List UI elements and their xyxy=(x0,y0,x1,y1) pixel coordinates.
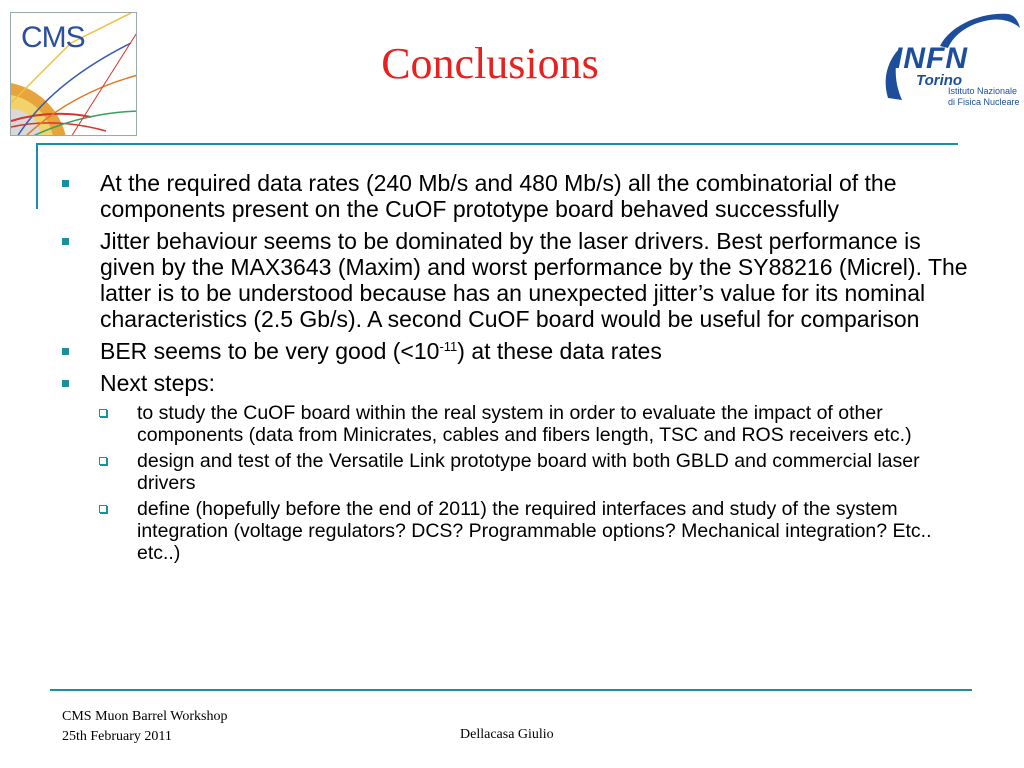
square-bullet-icon xyxy=(62,348,69,355)
infn-logo xyxy=(880,8,1024,113)
sub-bullet-text: to study the CuOF board within the real system in order to evaluate the impact of other components (data from Minicrates, cables and fibers length, TSC and ROS receivers etc.) xyxy=(137,402,912,446)
cms-logo xyxy=(10,12,137,136)
hollow-square-bullet-icon xyxy=(99,409,107,417)
slide-title: Conclusions xyxy=(381,39,599,88)
bullet-text: Next steps: xyxy=(100,370,216,396)
hollow-square-bullet-icon xyxy=(99,457,107,465)
bullet-item xyxy=(58,338,970,364)
bullet-item xyxy=(58,228,970,332)
infn-city-text: Torino xyxy=(916,72,963,89)
sub-bullet-item xyxy=(58,402,970,446)
infn-logo-text: INFN xyxy=(894,42,968,75)
square-bullet-icon xyxy=(62,180,69,187)
sub-bullet-text: define (hopefully before the end of 2011) the required interfaces and study of the system integration (voltage regulators? DCS? Programmable options? Mechanical integration? Etc.. etc..) xyxy=(137,498,932,564)
left-accent-line xyxy=(36,143,38,209)
footer-author: Dellacasa Giulio xyxy=(460,727,554,742)
footer-divider xyxy=(50,689,972,691)
sub-bullet-item xyxy=(58,498,970,564)
footer-event-info xyxy=(62,707,227,747)
infn-institute-text: Istituto Nazionale di Fisica Nucleare xyxy=(948,86,1020,107)
bullet-item xyxy=(58,370,970,396)
hollow-square-bullet-icon xyxy=(99,505,107,513)
cms-logo-text: CMS xyxy=(21,21,85,54)
sub-bullet-text: design and test of the Versatile Link prototype board with both GBLD and commercial laser drivers xyxy=(137,450,920,494)
footer-event: CMS Muon Barrel Workshop xyxy=(62,709,228,724)
square-bullet-icon xyxy=(62,238,69,245)
bullet-superscript: -11 xyxy=(439,339,458,354)
bullet-text: Jitter behaviour seems to be dominated by the laser drivers. Best performance is given by the MAX3643 (Maxim) and worst performance by the SY88216 (Micrel). The latter is to be understood because has an unexpected jitter’s value for its nominal characteristics (2.5 Gb/s). A second CuOF board would be useful for comparison xyxy=(100,228,968,332)
bullet-text: ) at these data rates xyxy=(457,338,662,364)
bullet-item xyxy=(58,170,970,222)
footer-date: 25th February 2011 xyxy=(62,729,172,744)
header-divider xyxy=(38,143,958,145)
sub-bullet-item xyxy=(58,450,970,494)
bullet-text: At the required data rates (240 Mb/s and 480 Mb/s) all the combinatorial of the components present on the CuOF prototype board behaved successfully xyxy=(100,170,897,222)
slide-content xyxy=(58,170,970,568)
square-bullet-icon xyxy=(62,380,69,387)
bullet-text: BER seems to be very good (<10 xyxy=(100,338,440,364)
